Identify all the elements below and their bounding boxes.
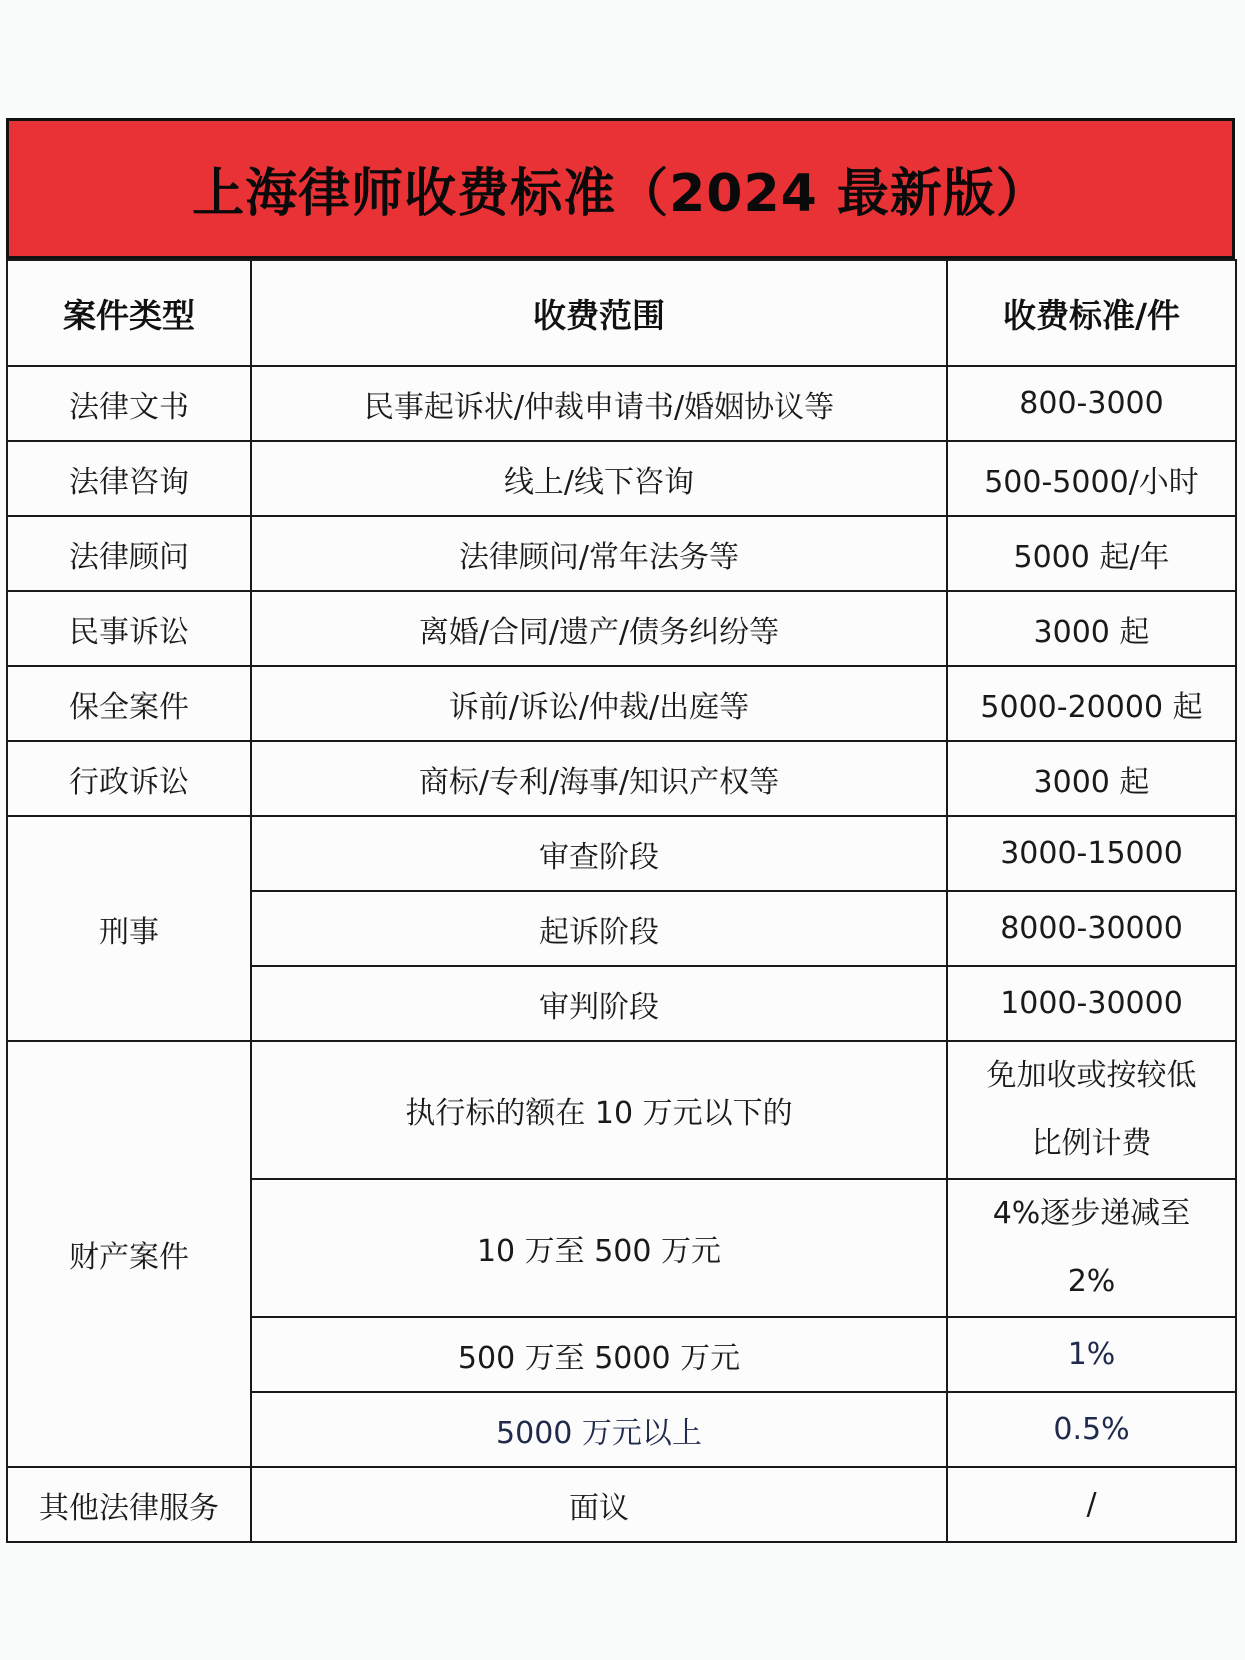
table-row-other [7, 1467, 1236, 1542]
case-type-cell-criminal: 刑事 [7, 816, 251, 1041]
page-title: 上海律师收费标准（2024 最新版） [192, 164, 1049, 224]
fee-value-cell: 1% [947, 1317, 1236, 1392]
fee-scope-cell: 执行标的额在 10 万元以下的 [251, 1041, 947, 1179]
fee-line: 比例计费 [1031, 1126, 1152, 1161]
header-case-type: 案件类型 [7, 260, 251, 366]
fee-scope-cell: 起诉阶段 [251, 891, 947, 966]
fee-value-cell: 500-5000/小时 [947, 441, 1236, 516]
table-row [7, 366, 1236, 441]
fee-scope-cell: 离婚/合同/遗产/债务纠纷等 [251, 591, 947, 666]
fee-table [6, 259, 1237, 1543]
table-row [7, 666, 1236, 741]
case-type-cell: 法律文书 [7, 366, 251, 441]
fee-value-cell [947, 1041, 1236, 1179]
fee-value-cell: 1000-30000 [947, 966, 1236, 1041]
fee-scope-cell: 商标/专利/海事/知识产权等 [251, 741, 947, 816]
table-row-property [7, 1041, 1236, 1179]
fee-scope-cell: 法律顾问/常年法务等 [251, 516, 947, 591]
table-header-row [7, 260, 1236, 366]
fee-line: 免加收或按较低 [986, 1058, 1197, 1093]
fee-scope-cell: 诉前/诉讼/仲裁/出庭等 [251, 666, 947, 741]
table-row-criminal [7, 816, 1236, 891]
case-type-cell: 其他法律服务 [7, 1467, 251, 1542]
fee-value-cell: 8000-30000 [947, 891, 1236, 966]
fee-scope-cell: 5000 万元以上 [251, 1392, 947, 1467]
title-banner [6, 118, 1235, 259]
fee-line: 4%逐步递减至 [992, 1196, 1191, 1231]
fee-scope-cell: 500 万至 5000 万元 [251, 1317, 947, 1392]
fee-value-cell: 3000-15000 [947, 816, 1236, 891]
fee-scope-cell: 10 万至 500 万元 [251, 1179, 947, 1317]
fee-scope-cell: 线上/线下咨询 [251, 441, 947, 516]
table-row [7, 591, 1236, 666]
fee-value-cell: 5000 起/年 [947, 516, 1236, 591]
header-fee-scope: 收费范围 [251, 260, 947, 366]
case-type-cell: 民事诉讼 [7, 591, 251, 666]
table-row [7, 441, 1236, 516]
case-type-cell: 法律顾问 [7, 516, 251, 591]
case-type-cell-property: 财产案件 [7, 1041, 251, 1467]
case-type-cell: 法律咨询 [7, 441, 251, 516]
fee-value-cell: / [947, 1467, 1236, 1542]
fee-value-cell: 3000 起 [947, 591, 1236, 666]
fee-standard-sheet [6, 118, 1235, 1543]
fee-scope-cell: 面议 [251, 1467, 947, 1542]
fee-value-cell: 0.5% [947, 1392, 1236, 1467]
fee-scope-cell: 审判阶段 [251, 966, 947, 1041]
fee-value-cell: 3000 起 [947, 741, 1236, 816]
header-fee-standard: 收费标准/件 [947, 260, 1236, 366]
fee-scope-cell: 审查阶段 [251, 816, 947, 891]
table-row [7, 741, 1236, 816]
table-row [7, 516, 1236, 591]
fee-value-cell: 800-3000 [947, 366, 1236, 441]
case-type-cell: 行政诉讼 [7, 741, 251, 816]
case-type-cell: 保全案件 [7, 666, 251, 741]
fee-value-cell [947, 1179, 1236, 1317]
fee-value-cell: 5000-20000 起 [947, 666, 1236, 741]
fee-scope-cell: 民事起诉状/仲裁申请书/婚姻协议等 [251, 366, 947, 441]
fee-line: 2% [1067, 1264, 1116, 1299]
